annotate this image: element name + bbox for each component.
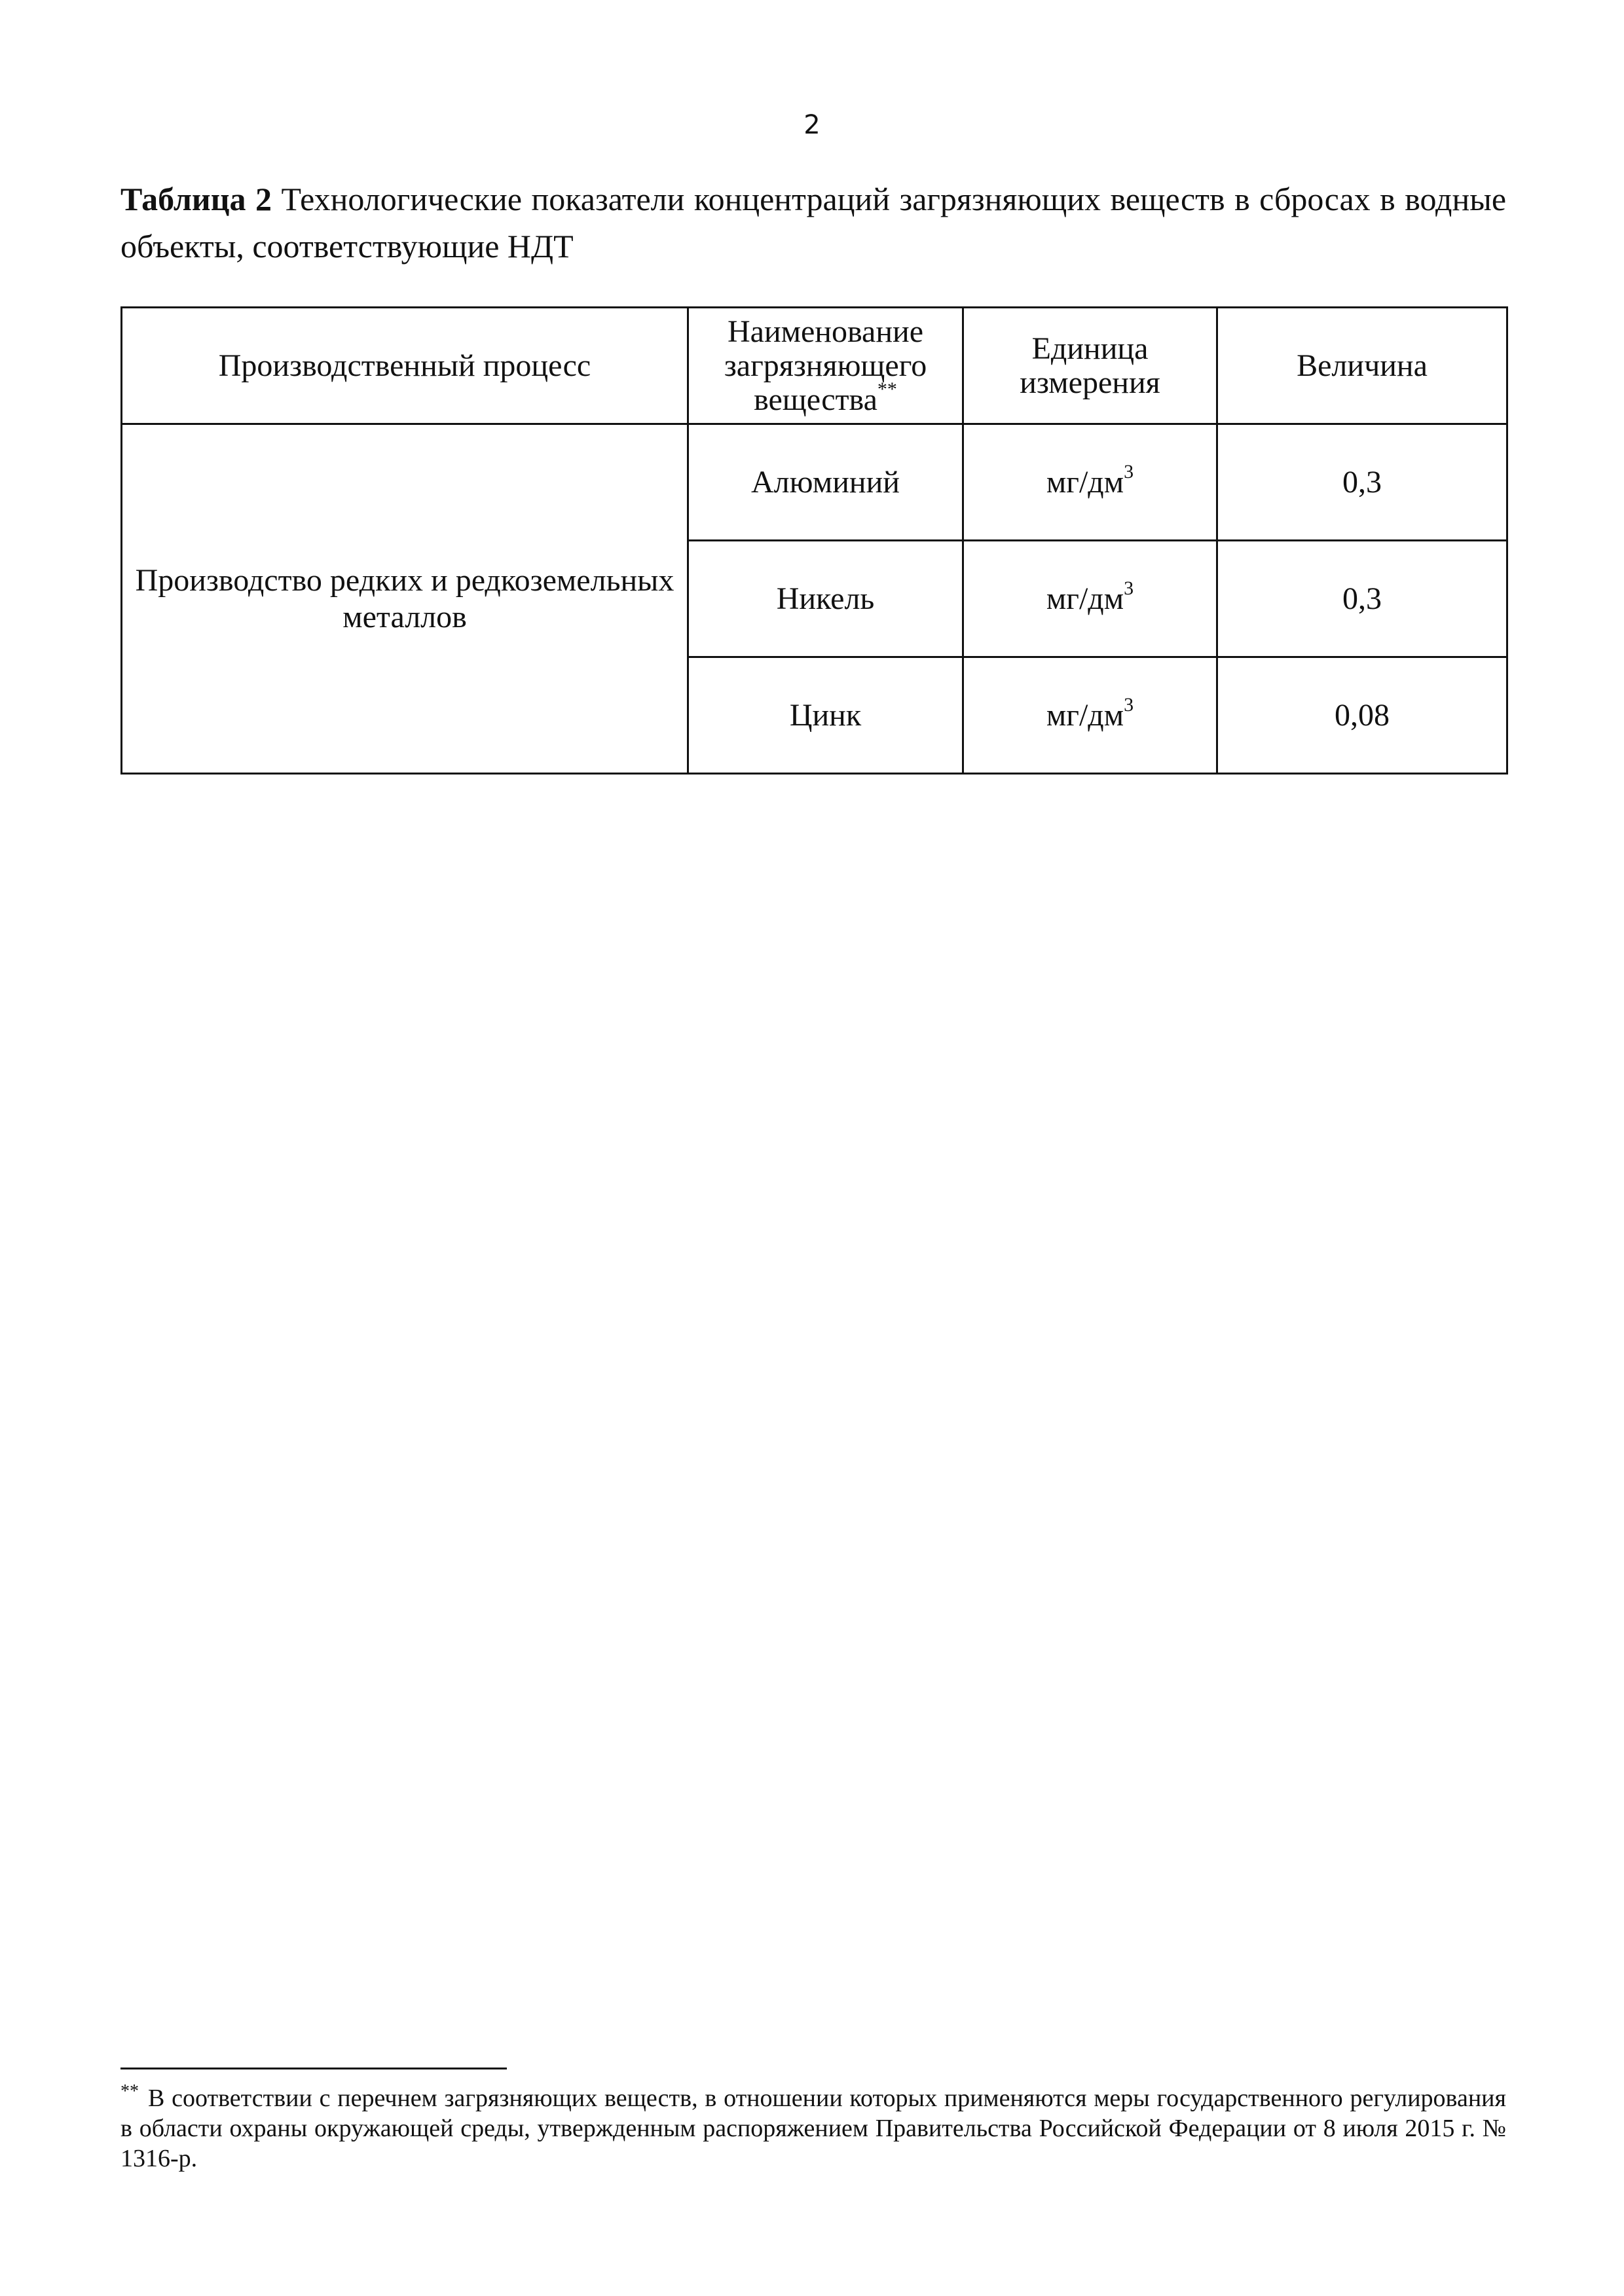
value-cell: 0,3 (1217, 424, 1507, 541)
unit-exponent: 3 (1124, 577, 1134, 599)
unit-exponent: 3 (1124, 693, 1134, 716)
header-substance (688, 308, 963, 424)
page-number: 2 (803, 110, 821, 140)
caption-text: Технологические показатели концентраций загрязняющих веществ в сбросах в водные объекты, соответствующие НДТ (120, 181, 1507, 264)
caption-label: Таблица 2 (120, 181, 272, 217)
header-unit: Единица измерения (963, 308, 1217, 424)
unit-cell (963, 424, 1217, 541)
substance-cell: Цинк (688, 657, 963, 774)
substance-cell: Алюминий (688, 424, 963, 541)
value-cell: 0,3 (1217, 541, 1507, 657)
table-header-row (122, 308, 1507, 424)
header-value: Величина (1217, 308, 1507, 424)
footnote-text: В соответствии с перечнем загрязняющих веществ, в отношении которых применяются меры государственного регулирования в области охраны окружающей среды, утвержденным распоряжением Правительства Российской Федерации от 8 июля 2015 г. № 1316-р. (120, 2085, 1506, 2172)
header-substance-label: Наименование загрязняющего вещества (724, 314, 927, 417)
value-cell: 0,08 (1217, 657, 1507, 774)
unit-text: мг/дм (1046, 697, 1124, 733)
unit-text: мг/дм (1046, 581, 1124, 616)
unit-text: мг/дм (1046, 464, 1124, 500)
table-caption (120, 175, 1506, 270)
footnote-mark: ** (120, 2081, 139, 2102)
header-process: Производственный процесс (122, 308, 688, 424)
unit-cell (963, 541, 1217, 657)
unit-exponent: 3 (1124, 460, 1134, 483)
footnote (120, 2083, 1506, 2174)
process-cell: Производство редких и редкоземельных металлов (122, 424, 688, 774)
pollutant-table (120, 306, 1508, 774)
unit-cell (963, 657, 1217, 774)
table-row (122, 424, 1507, 541)
header-substance-footnote-mark: ** (877, 378, 897, 400)
footnote-separator (120, 2068, 507, 2069)
substance-cell: Никель (688, 541, 963, 657)
